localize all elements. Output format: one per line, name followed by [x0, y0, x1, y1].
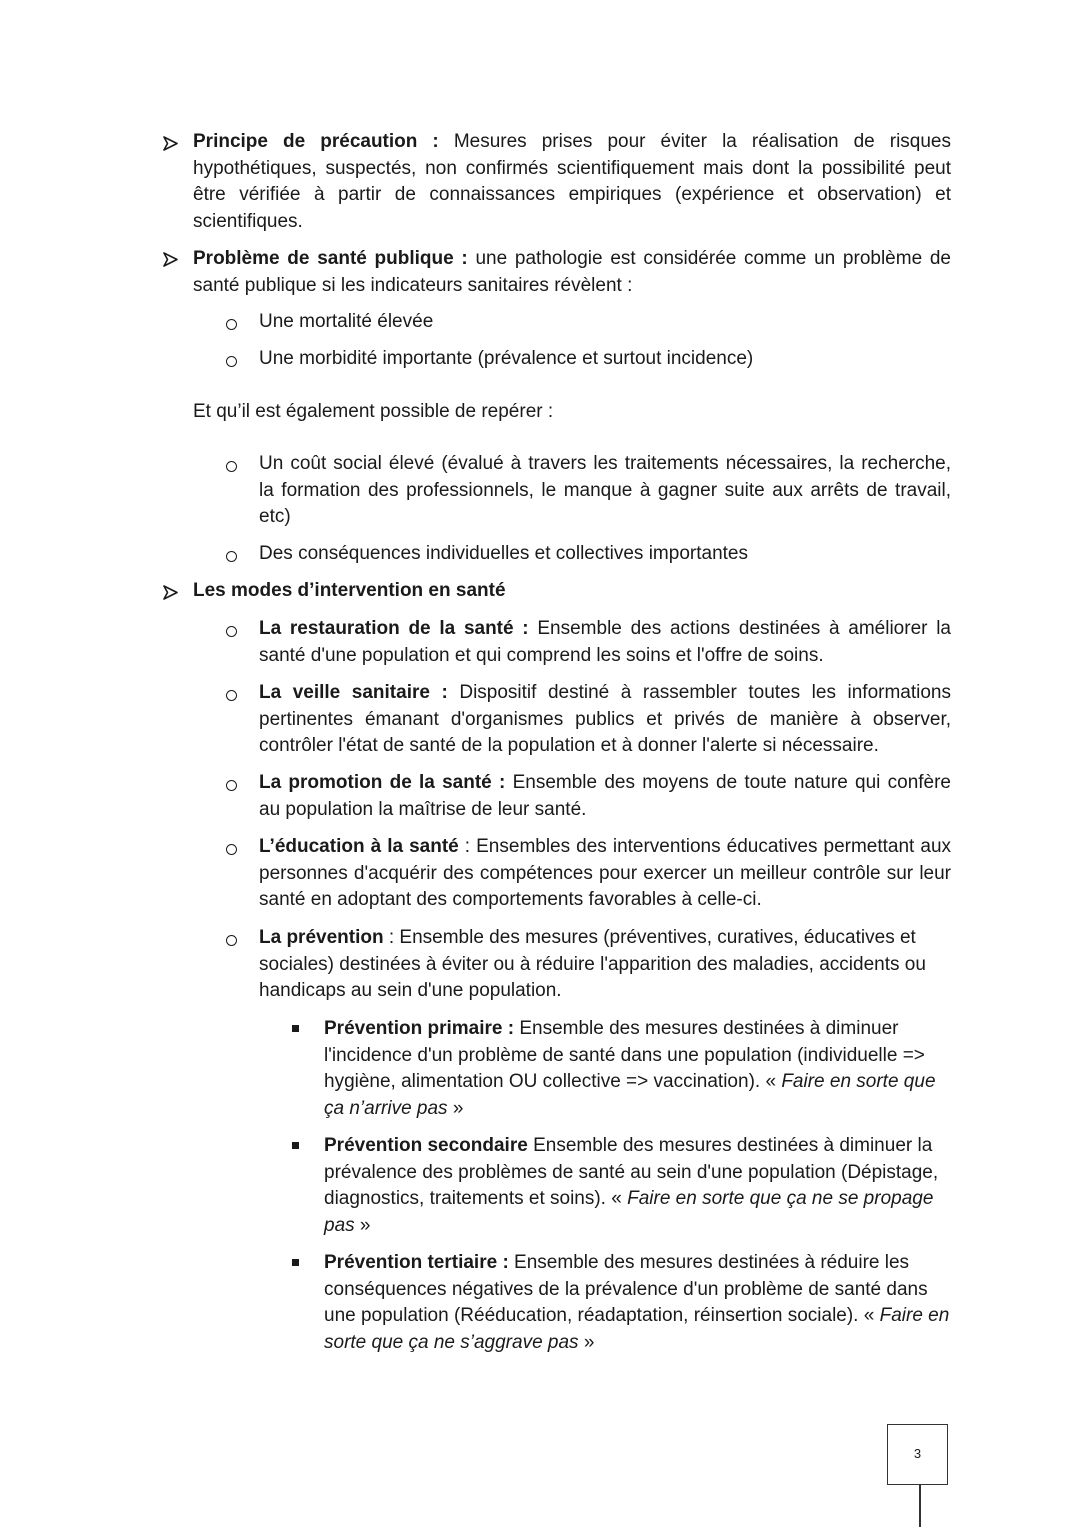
- mode-promotion: La promotion de la santé : Ensemble des moyens de toute nature qui confère au population la maîtrise de leur santé.: [259, 772, 951, 820]
- mode-prevention: La prévention : Ensemble des mesures (préventives, curatives, éducatives et sociales) destinées à éviter ou à réduire l'apparition des maladies, accidents ou handicaps au sein d'une population.: [259, 927, 926, 1002]
- section-heading: Les modes d’intervention en santé: [193, 580, 506, 601]
- square-bullet-icon: [292, 1142, 299, 1149]
- circle-bullet-icon: [226, 935, 237, 946]
- public-health-text: une pathologie est considérée comme un problème de santé publique si les indicateurs sanitaires révèlent :: [193, 248, 951, 296]
- mode-veille: La veille sanitaire : Dispositif destiné à rassembler toutes les informations pertinentes émanant d'organismes publics et privés de manière à observer, contrôler l'état de santé de la population et à donner l'alerte si nécessaire.: [259, 682, 951, 757]
- list-item: Une mortalité élevée: [259, 311, 434, 332]
- circle-bullet-icon: [226, 626, 237, 637]
- prevention-secondary: Prévention secondaire Ensemble des mesures destinées à diminuer la prévalence des problèmes de santé au sein d'une population (Dépistage, diagnostics, traitements et soins). « Faire en sorte que ça ne se propage pas »: [324, 1135, 939, 1236]
- page-number-line: [919, 1485, 921, 1527]
- precaution-paragraph: [193, 129, 951, 235]
- circle-bullet-icon: [226, 844, 237, 855]
- public-health-paragraph: [193, 246, 951, 299]
- precaution-term: Principe de précaution :: [193, 131, 439, 152]
- circle-bullet-icon: [226, 551, 237, 562]
- mode-education: L’éducation à la santé : Ensembles des interventions éducatives permettant aux personnes d'acquérir des compétences pour exercer un meilleur contrôle sur leur santé en adoptant des comportements favorables à celle-ci.: [259, 836, 952, 911]
- circle-bullet-icon: [226, 356, 237, 367]
- circle-bullet-icon: [226, 319, 237, 330]
- mode-restauration: La restauration de la santé : Ensemble des actions destinées à améliorer la santé d'une population et qui comprend les soins et l'offre de soins.: [259, 618, 951, 666]
- public-health-term: Problème de santé publique :: [193, 248, 468, 269]
- square-bullet-icon: [292, 1259, 299, 1266]
- arrow-bullet-icon: [163, 252, 178, 267]
- square-bullet-icon: [292, 1025, 299, 1032]
- list-item: Une morbidité importante (prévalence et surtout incidence): [259, 348, 754, 369]
- list-item: Des conséquences individuelles et collectives importantes: [259, 543, 748, 564]
- circle-bullet-icon: [226, 780, 237, 791]
- prevention-tertiary: Prévention tertiaire : Ensemble des mesures destinées à réduire les conséquences négatives de la prévalence d'un problème de santé dans une population (Rééducation, réadaptation, réinsertion sociale). « Faire en sorte que ça ne s’aggrave pas »: [324, 1252, 950, 1353]
- page-number: 3: [887, 1424, 948, 1485]
- prevention-primary: Prévention primaire : Ensemble des mesures destinées à diminuer l'incidence d'un problème de santé dans une population (individuelle => hygiène, alimentation OU collective => vaccination). « Faire en sorte que ça n’arrive pas »: [324, 1018, 936, 1119]
- circle-bullet-icon: [226, 690, 237, 701]
- intro-text: Et qu’il est également possible de repérer :: [193, 401, 554, 422]
- list-item: Un coût social élevé (évalué à travers les traitements nécessaires, la recherche, la formation des professionnels, le manque à gagner suite aux arrêts de travail, etc): [259, 453, 951, 528]
- arrow-bullet-icon: [163, 585, 178, 600]
- precaution-text: Mesures prises pour éviter la réalisation de risques hypothétiques, suspectés, non confirmés scientifiquement mais dont la possibilité peut être vérifiée à partir de connaissances empiriques (expérience et observation) et scientifiques.: [193, 131, 952, 232]
- arrow-bullet-icon: [163, 136, 178, 151]
- circle-bullet-icon: [226, 461, 237, 472]
